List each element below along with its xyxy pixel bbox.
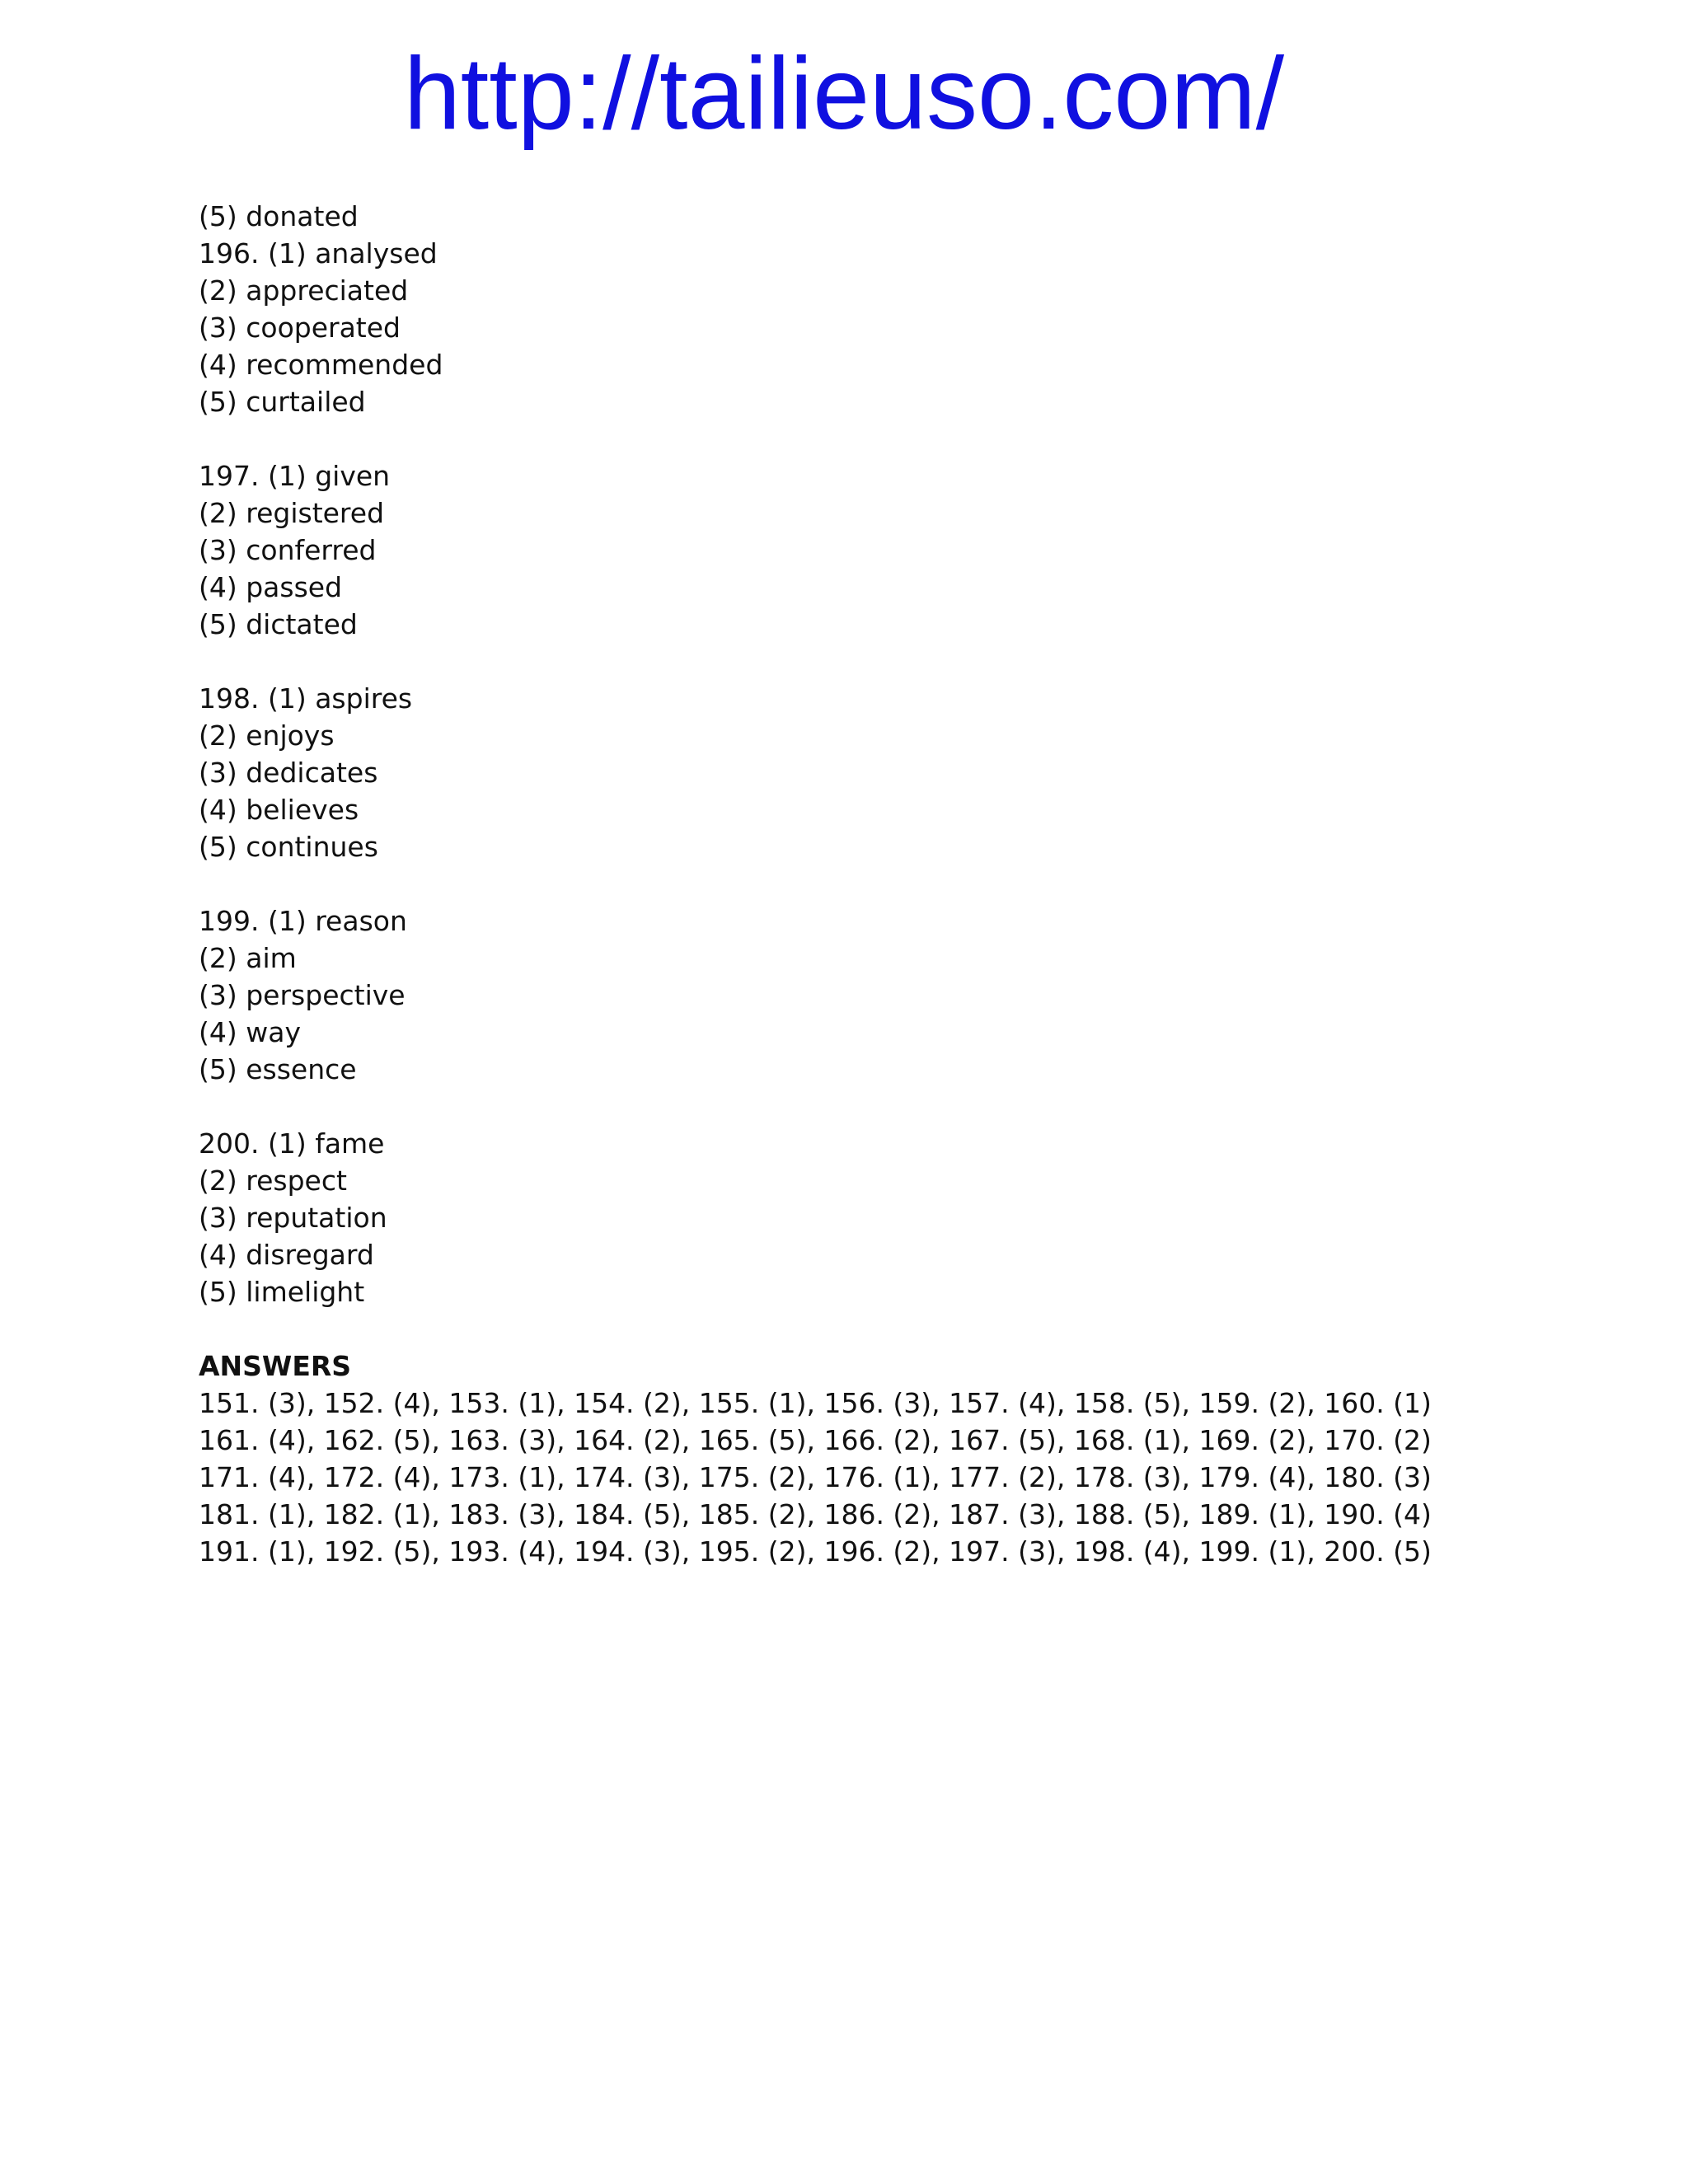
answers-row: 181. (1), 182. (1), 183. (3), 184. (5), 185. (2), 186. (2), 187. (3), 188. (5), 189. (1), 190. (4): [199, 1498, 1432, 1530]
option-line: (5) limelight: [199, 1276, 365, 1308]
option-line: (5) curtailed: [199, 386, 366, 418]
blank-line: [199, 865, 1534, 902]
question-200-line: 200. (1) fame: [199, 1127, 385, 1160]
option-line: (4) recommended: [199, 349, 443, 381]
option-line: (5) continues: [199, 831, 378, 863]
option-line: (3) perspective: [199, 979, 406, 1011]
answers-row: 171. (4), 172. (4), 173. (1), 174. (3), 175. (2), 176. (1), 177. (2), 178. (3), 179. (4), 180. (3): [199, 1461, 1432, 1493]
answers-row: 161. (4), 162. (5), 163. (3), 164. (2), 165. (5), 166. (2), 167. (5), 168. (1), 169. (2), 170. (2): [199, 1424, 1432, 1456]
header-url-link[interactable]: http://tailieuso.com/: [403, 37, 1285, 151]
option-line: (2) respect: [199, 1165, 347, 1197]
option-line: (3) dedicates: [199, 757, 378, 789]
answers-heading: ANSWERS: [199, 1350, 352, 1382]
answers-row: 151. (3), 152. (4), 153. (1), 154. (2), 155. (1), 156. (3), 157. (4), 158. (5), 159. (2), 160. (1): [199, 1387, 1432, 1419]
option-line: (5) dictated: [199, 608, 358, 640]
blank-line: [199, 1310, 1534, 1347]
option-line: (5) donated: [199, 200, 359, 232]
option-line: (4) passed: [199, 571, 343, 603]
option-line: (5) essence: [199, 1053, 357, 1085]
option-line: (4) way: [199, 1016, 301, 1048]
option-line: (2) aim: [199, 942, 297, 974]
option-line: (2) appreciated: [199, 274, 409, 307]
blank-line: [199, 420, 1534, 457]
blank-line: [199, 1088, 1534, 1125]
option-line: (3) conferred: [199, 534, 377, 566]
document-content: [199, 198, 1534, 1570]
option-line: (3) reputation: [199, 1202, 387, 1234]
answers-row: 191. (1), 192. (5), 193. (4), 194. (3), 195. (2), 196. (2), 197. (3), 198. (4), 199. (1), 200. (5): [199, 1535, 1432, 1568]
question-196-line: 196. (1) analysed: [199, 237, 438, 269]
option-line: (4) believes: [199, 794, 359, 826]
blank-line: [199, 643, 1534, 680]
option-line: (4) disregard: [199, 1239, 374, 1271]
option-line: (2) registered: [199, 497, 385, 529]
option-line: (2) enjoys: [199, 719, 335, 752]
question-199-line: 199. (1) reason: [199, 905, 407, 937]
option-line: (3) cooperated: [199, 312, 401, 344]
question-198-line: 198. (1) aspires: [199, 682, 413, 715]
question-197-line: 197. (1) given: [199, 460, 391, 492]
